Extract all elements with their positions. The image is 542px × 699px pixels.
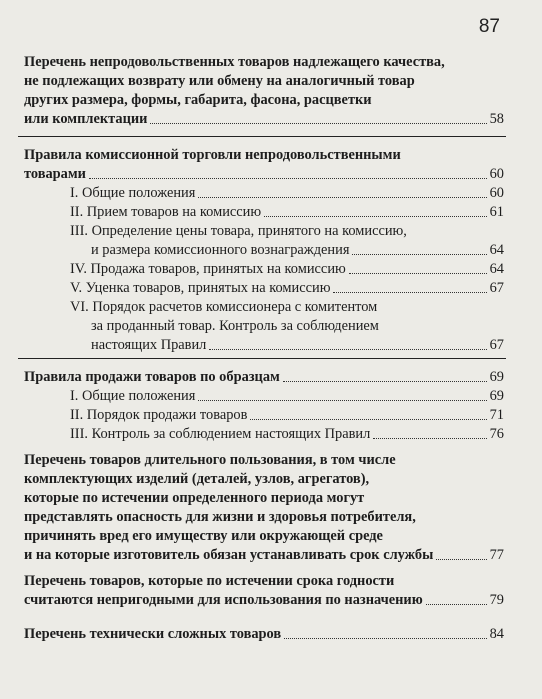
leader-dots <box>89 178 487 179</box>
toc-page-number: 84 <box>489 626 504 642</box>
toc-page-number: 60 <box>489 166 504 182</box>
toc-entry-title: I. Общие положения <box>70 185 196 201</box>
toc-page-number: 61 <box>489 204 504 220</box>
toc-page-number: 67 <box>489 280 504 296</box>
toc-entry-title: III. Определение цены товара, принятого на комиссию, <box>70 223 407 239</box>
toc-entry <box>91 336 504 355</box>
toc-entry <box>70 425 504 444</box>
leader-dots <box>283 381 487 382</box>
toc-entry-title: IV. Продажа товаров, принятых на комиссию <box>70 261 346 277</box>
toc-entry-title: товарами <box>24 166 86 182</box>
toc-page-number: 60 <box>489 185 504 201</box>
toc-page-number: 58 <box>489 111 504 127</box>
leader-dots <box>198 197 486 198</box>
toc-entry <box>24 591 504 610</box>
leader-dots <box>198 400 486 401</box>
leader-dots <box>333 292 486 293</box>
toc-page-number: 71 <box>489 407 504 423</box>
toc-entry-title: и размера комиссионного вознаграждения <box>91 242 350 258</box>
leader-dots <box>349 273 487 274</box>
leader-dots <box>209 349 486 350</box>
toc-page-number: 76 <box>489 426 504 442</box>
toc-entry-title: или комплектации <box>24 111 148 127</box>
toc-page-number: 64 <box>489 261 504 277</box>
toc-entry <box>24 110 504 129</box>
leader-dots <box>264 216 486 217</box>
toc-entry-title: III. Контроль за соблюдением настоящих Правил <box>70 426 371 442</box>
toc-entry-title: представлять опасность для жизни и здоровья потребителя, <box>24 509 416 525</box>
toc-entry-title: считаются непригодными для использования по назначению <box>24 592 423 608</box>
leader-dots <box>352 254 486 255</box>
toc-entry-title: II. Прием товаров на комиссию <box>70 204 262 220</box>
toc-page-number: 69 <box>489 388 504 404</box>
toc-entry-title: V. Уценка товаров, принятых на комиссию <box>70 280 331 296</box>
toc-entry-title: которые по истечении определенного периода могут <box>24 490 365 506</box>
toc-page-number: 69 <box>489 369 504 385</box>
toc-entry <box>70 406 504 425</box>
toc-entry <box>70 260 504 279</box>
toc-entry <box>24 368 504 387</box>
toc-page-number: 64 <box>489 242 504 258</box>
toc-entry-title: настоящих Правил <box>91 337 207 353</box>
toc-entry <box>70 387 504 406</box>
toc-entry-title: причинять вред его имуществу или окружающей среде <box>24 528 383 544</box>
toc-entry-title: Перечень технически сложных товаров <box>24 626 282 642</box>
toc-entry-title: VI. Порядок расчетов комиссионера с комитентом <box>70 299 378 315</box>
toc-entry <box>70 203 504 222</box>
toc-entry-title: Перечень товаров, которые по истечении срока годности <box>24 573 395 589</box>
toc-page-number: 79 <box>489 592 504 608</box>
toc-entry <box>24 165 504 184</box>
toc-entry <box>24 546 504 565</box>
leader-dots <box>150 123 486 124</box>
leader-dots <box>373 438 486 439</box>
toc-entry-title: Перечень непродовольственных товаров надлежащего качества, <box>24 54 445 70</box>
section-divider <box>18 136 506 137</box>
leader-dots <box>284 638 486 639</box>
toc-entry-title: комплектующих изделий (деталей, узлов, агрегатов), <box>24 471 370 487</box>
toc-entry-title: Правила продажи товаров по образцам <box>24 369 280 385</box>
toc-entry <box>70 184 504 203</box>
toc-entry-title: и на которые изготовитель обязан устанавливать срок службы <box>24 547 434 563</box>
toc-entry <box>24 625 504 644</box>
section-divider <box>18 358 506 359</box>
leader-dots <box>436 559 486 560</box>
page-number: 87 <box>478 16 500 37</box>
toc-page-number: 67 <box>489 337 504 353</box>
toc-page-number: 77 <box>489 547 504 563</box>
leader-dots <box>426 604 487 605</box>
toc-entry <box>70 279 504 298</box>
toc-entry <box>91 241 504 260</box>
toc-entry-title: Перечень товаров длительного пользования, в том числе <box>24 452 396 468</box>
toc-entry-title: Правила комиссионной торговли непродовольственными <box>24 147 401 163</box>
toc-entry-title: за проданный товар. Контроль за соблюдением <box>91 318 379 334</box>
leader-dots <box>250 419 486 420</box>
toc-entry-title: I. Общие положения <box>70 388 196 404</box>
toc-entry-title: II. Порядок продажи товаров <box>70 407 248 423</box>
toc-entry-title: не подлежащих возврату или обмену на аналогичный товар <box>24 73 415 89</box>
toc-entry-title: других размера, формы, габарита, фасона, расцветки <box>24 92 372 108</box>
